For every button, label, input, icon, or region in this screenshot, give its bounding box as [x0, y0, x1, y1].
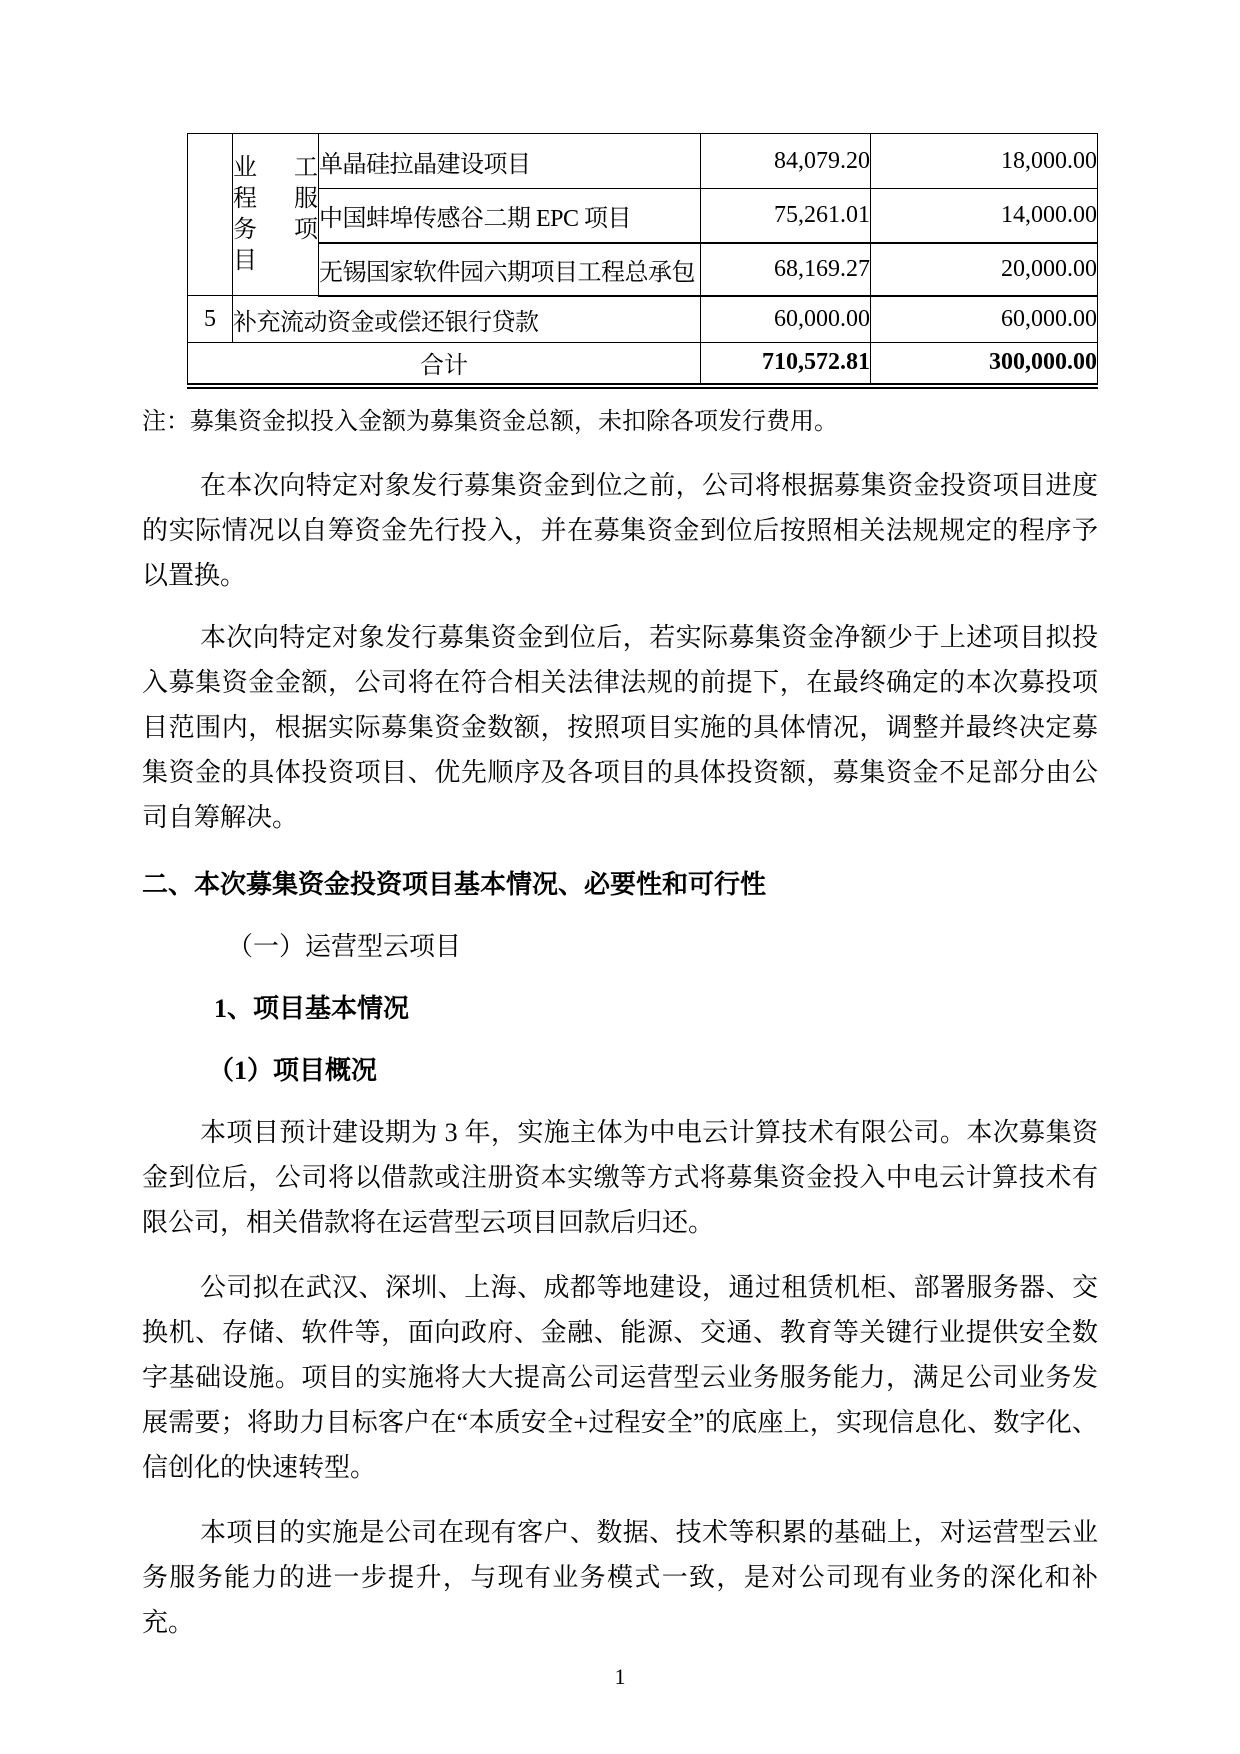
group-label-line: 程服: [233, 185, 318, 212]
subheading-project-overview: （1）项目概况: [208, 1055, 378, 1085]
raised-funds-sum-cell: 300,000.00: [871, 343, 1098, 386]
table-footnote: 注：募集资金拟投入金额为募集资金总额，未扣除各项发行费用。: [142, 408, 838, 435]
paragraph-business-extension: 本项目的实施是公司在现有客户、数据、技术等积累的基础上，对运营型云业务服务能力的进一步提升，与现有业务模式一致，是对公司现有业务的深化和补充。: [142, 1517, 1098, 1637]
total-investment-cell: 75,261.01: [701, 189, 871, 243]
page-number: 1: [614, 1663, 626, 1689]
paragraph-replacement: 在本次向特定对象发行募集资金到位之前，公司将根据募集资金投资项目进度的实际情况以自筹资金先行投入，并在募集资金到位后按照相关法规规定的程序予以置换。: [142, 470, 1098, 590]
group-label-line: 业工: [233, 154, 318, 181]
paragraph-shortfall: 本次向特定对象发行募集资金到位后，若实际募集资金净额少于上述项目拟投入募集资金金额，公司将在符合相关法律法规的前提下，在最终确定的本次募投项目范围内，根据实际募集资金数额，按照项目实施的具体情况，调整并最终决定募集资金的具体投资项目、优先顺序及各项目的具体投资额，募集资金不足部分由公司自筹解决。: [142, 622, 1098, 832]
subsection-heading-cloud-project: （一）运营型云项目: [227, 931, 462, 961]
subheading-basic-info: 1、项目基本情况: [214, 993, 410, 1023]
table-row: [188, 243, 1098, 296]
total-label-cell: 合计: [188, 343, 701, 386]
section-heading: 二、本次募集资金投资项目基本情况、必要性和可行性: [142, 868, 767, 899]
page-content: [142, 0, 1098, 1692]
row-index-cell-empty: [188, 134, 233, 296]
table-total-row: [188, 343, 1098, 386]
table-row: [188, 296, 1098, 343]
group-label-line: 务项: [233, 216, 318, 243]
project-name-cell: 补充流动资金或偿还银行贷款: [233, 296, 701, 343]
paragraph-construction-plan: 公司拟在武汉、深圳、上海、成都等地建设，通过租赁机柜、部署服务器、交换机、存储、软件等，面向政府、金融、能源、交通、教育等关键行业提供安全数字基础设施。项目的实施将大大提高公司运营型云业务服务能力，满足公司业务发展需要；将助力目标客户在“本质安全+过程安全”的底座上，实现信息化、数字化、信创化的快速转型。: [142, 1272, 1098, 1482]
raised-funds-cell: 14,000.00: [871, 189, 1098, 243]
table-row: [188, 134, 1098, 189]
project-name-cell: 单晶硅拉晶建设项目: [319, 134, 701, 189]
table-row: [188, 189, 1098, 243]
total-investment-sum-cell: 710,572.81: [701, 343, 871, 386]
group-label-line: 目: [233, 247, 257, 274]
project-name-cell: 中国蚌埠传感谷二期 EPC 项目: [319, 189, 701, 243]
total-investment-cell: 60,000.00: [701, 296, 871, 343]
project-group-cell: [233, 134, 319, 296]
row-index-cell: 5: [188, 296, 233, 343]
total-investment-cell: 84,079.20: [701, 134, 871, 189]
fund-use-table: [187, 133, 1098, 389]
raised-funds-cell: 20,000.00: [871, 243, 1098, 296]
project-name-cell: 无锡国家软件园六期项目工程总承包: [319, 243, 701, 296]
total-investment-cell: 68,169.27: [701, 243, 871, 296]
raised-funds-cell: 18,000.00: [871, 134, 1098, 189]
raised-funds-cell: 60,000.00: [871, 296, 1098, 343]
paragraph-project-entity: 本项目预计建设期为 3 年，实施主体为中电云计算技术有限公司。本次募集资金到位后，公司将以借款或注册资本实缴等方式将募集资金投入中电云计算技术有限公司，相关借款将在运营型云项目回款后归还。: [142, 1117, 1098, 1237]
